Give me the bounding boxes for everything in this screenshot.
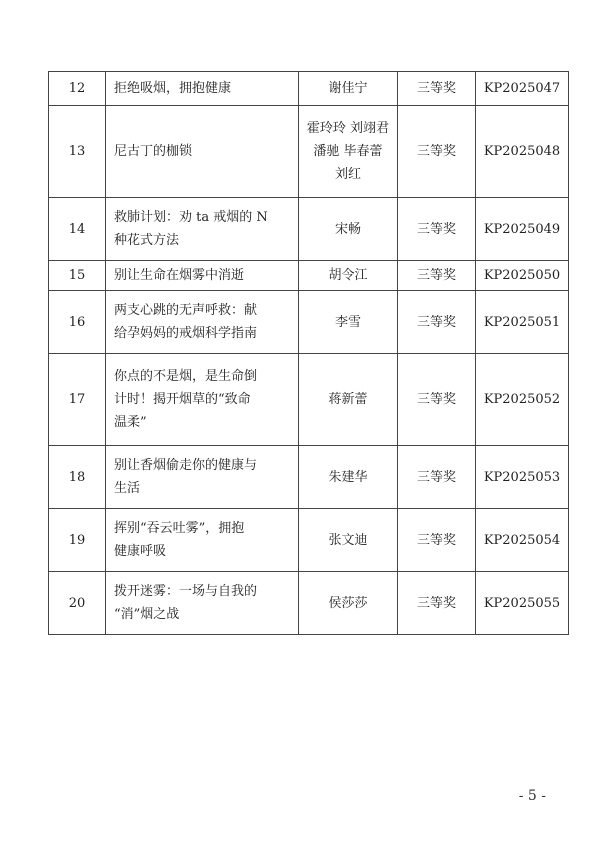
prize-level: 三等奖	[398, 354, 476, 446]
work-title	[106, 509, 299, 572]
prize-level: 三等奖	[398, 261, 476, 291]
award-code: KP2025055	[476, 572, 569, 635]
work-title-line: 两支心跳的无声呼救：献	[114, 303, 258, 318]
work-title-line: 种花式方法	[114, 233, 180, 248]
author-line: 李雪	[334, 314, 361, 330]
author-line: 朱建华	[328, 469, 368, 485]
prize-level: 三等奖	[398, 291, 476, 354]
prize-level: 三等奖	[398, 509, 476, 572]
author-line: 潘驰 毕春蕾	[313, 144, 383, 159]
work-title	[106, 354, 299, 446]
author-names	[299, 106, 398, 198]
work-title	[106, 106, 299, 198]
work-title	[106, 291, 299, 354]
work-title-line: 你点的不是烟，是生命倒	[114, 369, 258, 384]
author-names	[299, 72, 398, 106]
award-code: KP2025054	[476, 509, 569, 572]
author-line: 蒋新蕾	[328, 392, 368, 407]
row-number: 13	[49, 106, 106, 198]
award-code: KP2025052	[476, 354, 569, 446]
work-title-line: 给孕妈妈的戒烟科学指南	[114, 326, 258, 341]
work-title-line: 挥别“吞云吐雾”，拥抱	[114, 521, 245, 536]
award-code: KP2025050	[476, 261, 569, 291]
author-names	[299, 291, 398, 354]
author-line: 胡令江	[328, 268, 368, 283]
work-title-line: 拨开迷雾：一场与自我的	[114, 584, 258, 599]
work-title-line: 尼古丁的枷锁	[114, 144, 193, 159]
work-title-line: 救肺计划：劝 ta 戒烟的 N	[114, 210, 268, 225]
author-line: 霍玲玲 刘翊君	[306, 121, 390, 136]
page-number: - 5 -	[518, 788, 546, 804]
row-number: 15	[49, 261, 106, 291]
table-row	[49, 509, 569, 572]
awards-table-body	[49, 72, 569, 635]
work-title	[106, 572, 299, 635]
work-title-line: 别让香烟偷走你的健康与	[114, 458, 258, 473]
work-title-line: 别让生命在烟雾中消逝	[114, 268, 245, 283]
author-names	[299, 446, 398, 509]
row-number: 17	[49, 354, 106, 446]
author-line: 刘红	[334, 167, 361, 182]
prize-level: 三等奖	[398, 106, 476, 198]
author-line: 谢佳宁	[328, 81, 368, 96]
work-title-line: 拒绝吸烟，拥抱健康	[114, 81, 232, 96]
work-title-line: “消”烟之战	[114, 607, 180, 622]
work-title-line: 计时！揭开烟草的“致命	[114, 392, 251, 407]
row-number: 16	[49, 291, 106, 354]
table-row	[49, 198, 569, 261]
row-number: 18	[49, 446, 106, 509]
prize-level: 三等奖	[398, 198, 476, 261]
table-row	[49, 106, 569, 198]
row-number: 12	[49, 72, 106, 106]
work-title-line: 温柔”	[114, 415, 147, 430]
row-number: 19	[49, 509, 106, 572]
author-names	[299, 198, 398, 261]
row-number: 14	[49, 198, 106, 261]
author-names	[299, 354, 398, 446]
table-row	[49, 72, 569, 106]
award-code: KP2025053	[476, 446, 569, 509]
table-row	[49, 572, 569, 635]
award-code: KP2025048	[476, 106, 569, 198]
table-row	[49, 354, 569, 446]
table-row	[49, 261, 569, 291]
award-code: KP2025051	[476, 291, 569, 354]
prize-level: 三等奖	[398, 72, 476, 106]
work-title	[106, 261, 299, 291]
work-title	[106, 198, 299, 261]
row-number: 20	[49, 572, 106, 635]
work-title-line: 健康呼吸	[114, 544, 167, 559]
work-title	[106, 72, 299, 106]
prize-level: 三等奖	[398, 572, 476, 635]
prize-level: 三等奖	[398, 446, 476, 509]
author-names	[299, 572, 398, 635]
award-code: KP2025049	[476, 198, 569, 261]
author-names	[299, 261, 398, 291]
author-names	[299, 509, 398, 572]
work-title-line: 生活	[114, 481, 141, 496]
table-row	[49, 446, 569, 509]
author-line: 侯莎莎	[328, 595, 368, 611]
awards-table	[48, 71, 569, 635]
work-title	[106, 446, 299, 509]
author-line: 宋畅	[334, 221, 361, 237]
table-row	[49, 291, 569, 354]
award-code: KP2025047	[476, 72, 569, 106]
author-line: 张文迪	[328, 532, 368, 548]
